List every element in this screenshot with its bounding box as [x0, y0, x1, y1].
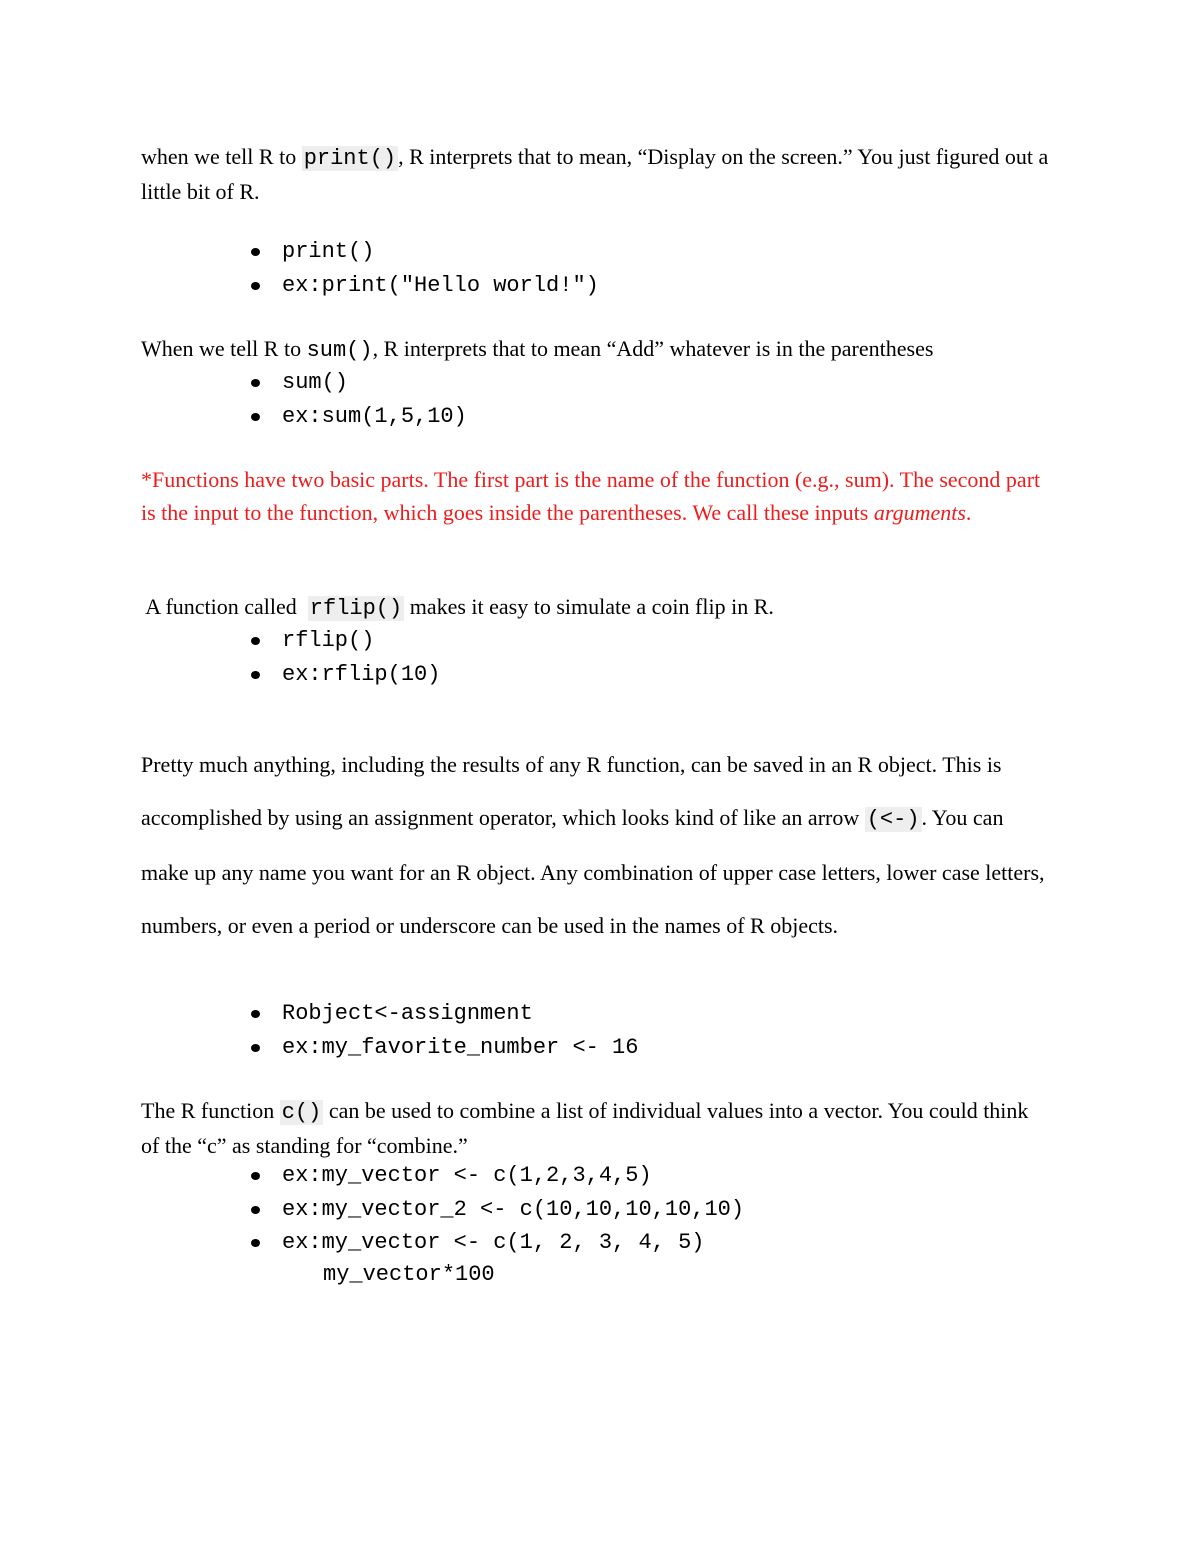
bullet-icon [251, 1206, 260, 1214]
inline-code: c() [281, 1100, 322, 1125]
bullet-list-assignment [248, 997, 638, 1064]
list-item: sum() [248, 366, 467, 400]
list-item: ex:sum(1,5,10) [248, 400, 467, 434]
paragraph-sum [141, 332, 1071, 367]
bullet-icon [251, 1044, 260, 1052]
bullet-icon [251, 282, 260, 290]
text: The R function [141, 1098, 280, 1123]
paragraph-print [141, 140, 1071, 208]
inline-code: print() [303, 146, 397, 171]
paragraph-combine [141, 1094, 1046, 1162]
bullet-icon [251, 671, 260, 679]
list-item: ex:print("Hello world!") [248, 269, 599, 303]
bullet-icon [251, 248, 260, 256]
list-item: print() [248, 235, 599, 269]
bullet-list-print [248, 235, 599, 302]
bullet-icon [251, 1172, 260, 1180]
list-item: Robject<-assignment [248, 997, 638, 1031]
text: *Functions have two basic parts. The first part is the name of the function (e.g., sum). The second part is the input to the function, which goes inside the parentheses. We call these inputs [141, 467, 1041, 525]
text: When we tell R to [141, 336, 307, 361]
inline-code: sum() [306, 338, 373, 363]
bullet-icon [251, 413, 260, 421]
text: makes it easy to simulate a coin flip in R. [404, 594, 774, 619]
paragraph-rflip [141, 590, 1071, 625]
paragraph-functions-note [141, 463, 1046, 529]
paragraph-assignment [141, 738, 1056, 952]
text: , R interprets that to mean, “Display on the screen.” You just figured out a little bit of R. [141, 144, 1049, 204]
text: Pretty much anything, including the results of any R function, can be saved in an R object. This is accomplished by using an assignment operator, which looks kind of like an arrow [141, 752, 1002, 830]
inline-code: (<-) [866, 807, 920, 832]
list-item: rflip() [248, 624, 440, 658]
text: can be used to combine a list of individual values into a vector. You could think of the “c” as standing for “combine.” [141, 1098, 1029, 1158]
text: A function called [141, 594, 308, 619]
text: , R interprets that to mean “Add” whatever is in the parentheses [372, 336, 934, 361]
bullet-icon [251, 379, 260, 387]
text: when we tell R to [141, 144, 302, 169]
list-item: ex:my_vector_2 <- c(10,10,10,10,10) [248, 1193, 744, 1227]
list-item: ex:my_vector <- c(1, 2, 3, 4, 5) [248, 1226, 744, 1260]
list-item: ex:my_vector <- c(1,2,3,4,5) [248, 1159, 744, 1193]
list-item: ex:my_favorite_number <- 16 [248, 1031, 638, 1065]
bullet-icon [251, 637, 260, 645]
emphasis: arguments [873, 500, 966, 525]
bullet-icon [251, 1010, 260, 1018]
list-item-continuation: my_vector*100 [323, 1262, 495, 1287]
inline-code: rflip() [309, 596, 403, 621]
bullet-list-sum [248, 366, 467, 433]
bullet-list-rflip [248, 624, 440, 691]
bullet-icon [251, 1239, 260, 1247]
list-item: ex:rflip(10) [248, 658, 440, 692]
text: . You can make up any name you want for an R object. Any combination of upper case letters, lower case letters, numbers, or even a period or underscore can be used in the names of R objects. [141, 805, 1045, 938]
text: . [965, 500, 972, 525]
bullet-list-vectors [248, 1159, 744, 1260]
